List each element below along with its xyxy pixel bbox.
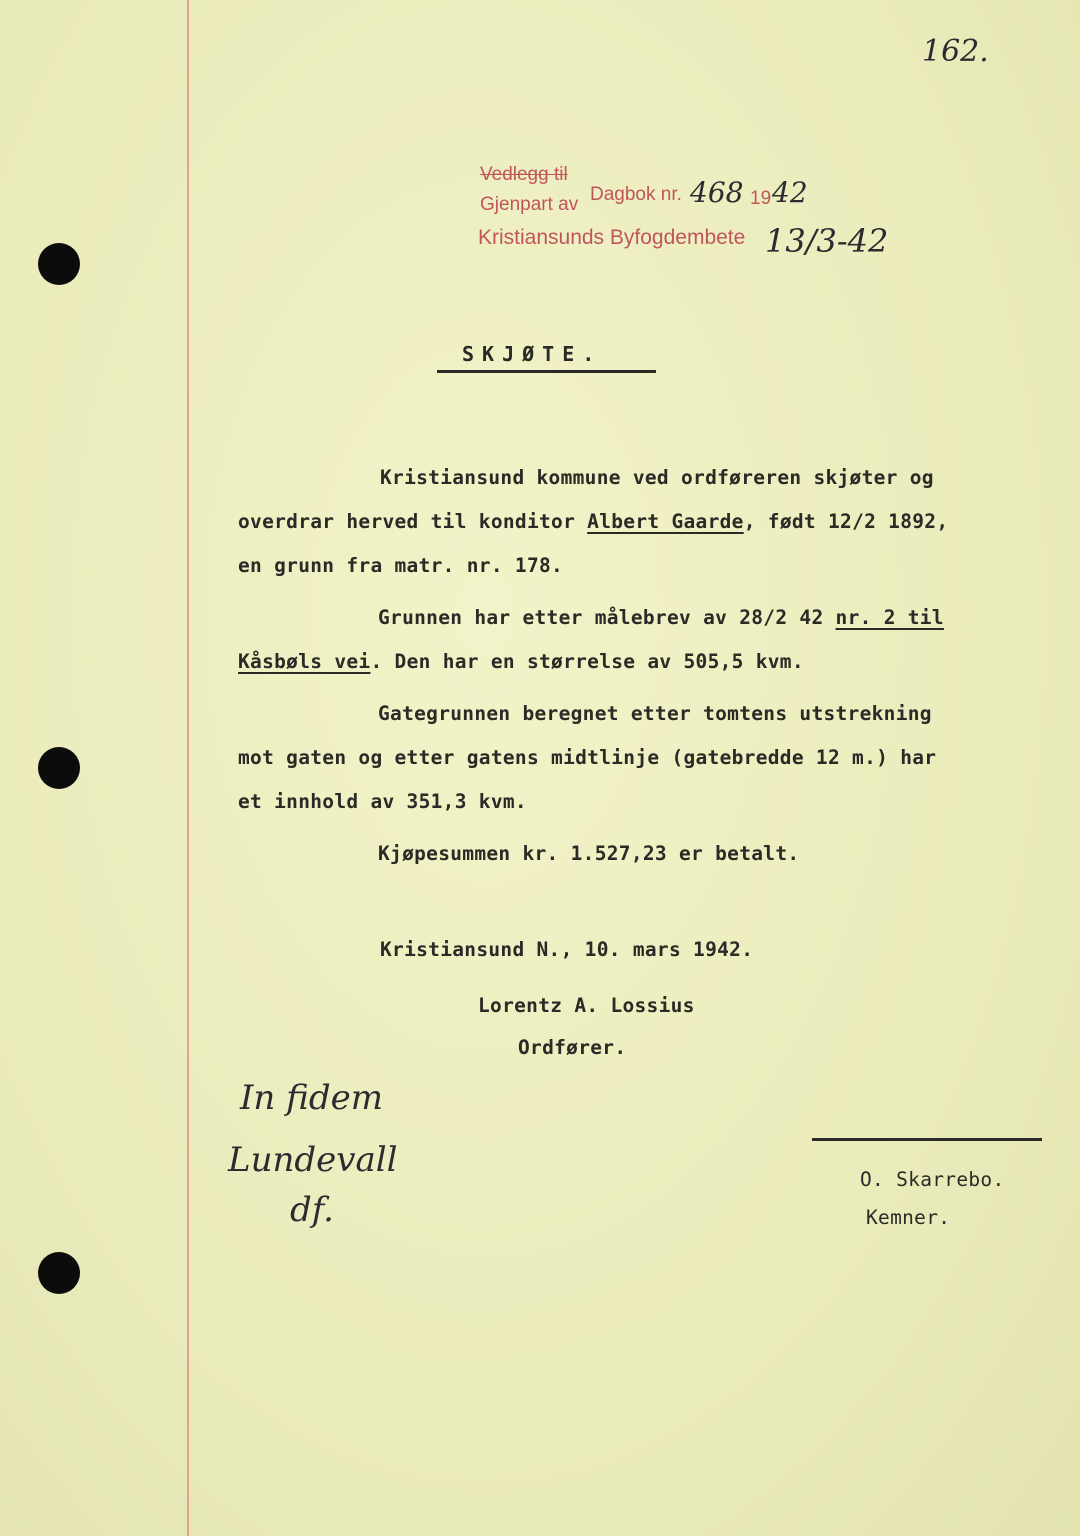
stamp-gjenpart: Gjenpart av [480,194,579,215]
stamp-dagbok-number: 468 [690,176,744,209]
handwritten-in-fidem: In fidem [240,1078,383,1118]
buyer-name: Albert Gaarde [587,510,744,533]
stamp-vedlegg-struck: Vedlegg til [480,164,568,185]
handwritten-df: df. [290,1190,334,1230]
plot-number: nr. 2 til [835,606,944,629]
stamp-dagbok-label: Dagbok nr. [590,184,682,205]
para2-line2 [238,650,804,673]
para1-line3: en grunn fra matr. nr. 178. [238,554,564,577]
para2-line1-pre: Grunnen har etter målebrev av 28/2 42 [378,606,836,629]
signer-name: Lorentz A. Lossius [478,994,695,1017]
stamp-date-hand: 13/3-42 [765,222,889,260]
para1-line2 [238,510,948,533]
para4: Kjøpesummen kr. 1.527,23 er betalt. [378,842,800,865]
stamp-year-prefix: 19 [750,188,772,209]
margin-line [187,0,189,1536]
stamp-year-hand: 42 [772,176,808,209]
para1-line2-pre: overdrar herved til konditor [238,510,588,533]
stamp-office: Kristiansunds Byfogdembete [478,226,746,249]
page-number: 162. [922,34,989,69]
binder-hole-bottom [38,1252,80,1294]
para3-line3: et innhold av 351,3 kvm. [238,790,527,813]
para3-line2: mot gaten og etter gatens midtlinje (gatebredde 12 m.) har [238,746,937,769]
place-date: Kristiansund N., 10. mars 1942. [380,938,754,961]
para3-line1: Gategrunnen beregnet etter tomtens utstrekning [378,702,932,725]
para1-line2-post: , født 12/2 1892, [743,510,949,533]
second-signer-name: O. Skarrebo. [860,1168,1005,1191]
signer-role: Ordfører. [518,1036,627,1059]
binder-hole-middle [38,747,80,789]
handwritten-signature: Lundevall [228,1140,398,1180]
para1-line1: Kristiansund kommune ved ordføreren skjøter og [380,466,934,489]
signature-rule [812,1138,1042,1141]
title-underline [437,370,656,373]
para2-line2-post: . Den har en størrelse av 505,5 kvm. [370,650,804,673]
second-signer-role: Kemner. [866,1206,951,1229]
para2-line1 [378,606,944,629]
document-title: SKJØTE. [462,342,603,366]
street-name: Kåsbøls vei [238,650,371,673]
binder-hole-top [38,243,80,285]
